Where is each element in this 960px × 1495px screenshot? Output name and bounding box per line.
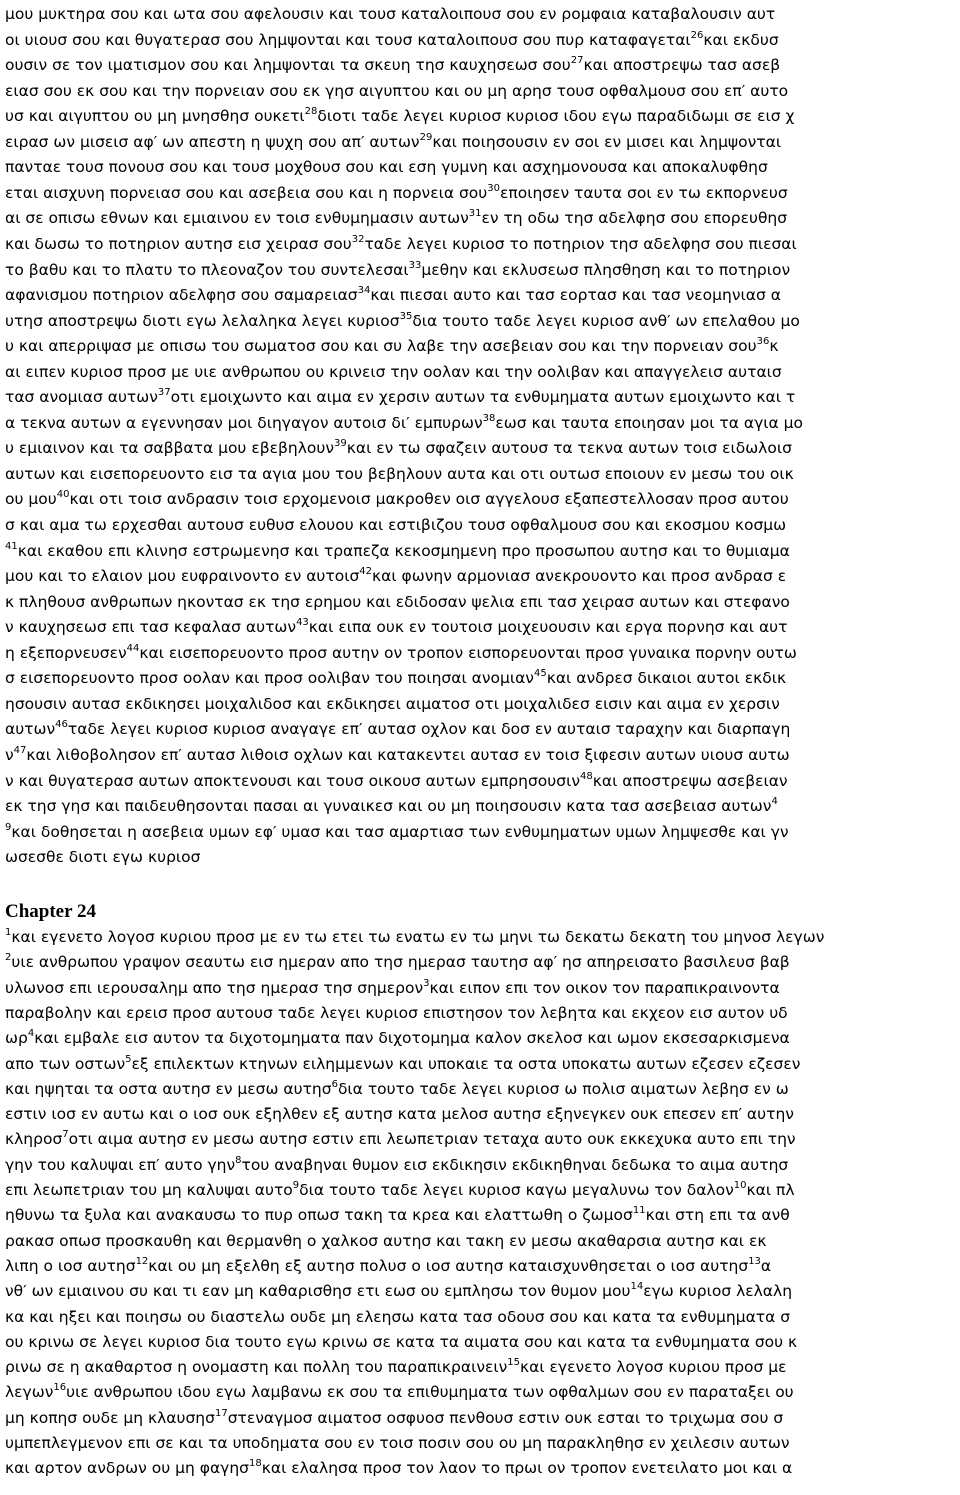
verse-text: κληροσ (5, 1130, 63, 1149)
verse-number: 41 (5, 540, 18, 552)
text-line (5, 794, 957, 818)
verse-text: πανταε τουσ πονουσ σου και τουσ μοχθουσ σου και εση γυμνη και ασχημονουσα και αποκαλυφθησ (5, 158, 768, 177)
verse-text: ηθυνω τα ξυλα και ανακαυσω το πυρ οπωσ τακη τα κρεα και ελαττωθη ο ζωμοσ (5, 1206, 633, 1225)
verse-text: γην του καλυψαι επ′ αυτο γην (5, 1155, 236, 1174)
text-line (5, 1406, 957, 1430)
verse-text: και οτι τοισ ανδρασιν τοισ ερχομενοισ μακροθεν οισ αγγελουσ εξαπεστελλοσαν προσ αυτου (69, 490, 789, 509)
verse-text: εποιησεν ταυτα σοι εν τω εκπορνευσ (500, 183, 788, 202)
verse-text: επι λεωπετριαν του μη καλυψαι αυτο (5, 1181, 293, 1199)
text-line (5, 717, 957, 741)
text-line (5, 845, 957, 869)
verse-number: 12 (135, 1255, 149, 1267)
verse-text: και δοθησεται η ασεβεια υμων εφ′ υμασ και τασ αμαρτιασ των ενθυμηματων υμων λημψεσθε και γν (11, 822, 789, 841)
text-line (5, 925, 957, 949)
text-line (5, 590, 957, 614)
verse-number: 29 (419, 131, 433, 143)
verse-text: ν (5, 745, 14, 764)
text-line (5, 666, 957, 690)
text-line (5, 309, 957, 333)
text-line (5, 1001, 957, 1025)
verse-text: μου και το ελαιον μου ευφραινοντο εν αυτοισ (5, 567, 360, 586)
verse-text: αυτων και εισεπορευοντο εισ τα αγια μου του βεβηλουν αυτα και οτι ουτωσ εποιουν εν μεσω του οικ (5, 464, 794, 483)
verse-number: 39 (333, 438, 347, 450)
text-line (5, 1153, 957, 1177)
text-line (5, 360, 957, 384)
verse-text: ου μου (5, 490, 57, 509)
verse-text: και αποστρεψω τασ ασεβ (583, 56, 781, 75)
text-line (5, 130, 957, 154)
text-line (5, 820, 957, 844)
verse-number: 44 (126, 642, 140, 654)
verse-number: 32 (351, 233, 365, 245)
verse-text: ησουσιν αυτασ εκδικησει μοιχαλιδοσ και εκδικησει αιματοσ οτι μοιχαλιδεσ εισιν και αιμα εν χερσιν (5, 694, 780, 713)
text-line (5, 258, 957, 282)
verse-text: παραβολην και ερεισ προσ αυτουσ ταδε λεγει κυριοσ επιστησον τον λεβητα και εκχεον εισ αυτον υδ (5, 1003, 788, 1022)
chapter-heading: Chapter 24 (5, 901, 96, 922)
verse-text: λεγων (5, 1383, 54, 1402)
verse-text: ν και θυγατερασ αυτων αποκτενουσι και τουσ οικουσ αυτων εμπρησουσιν (5, 771, 580, 790)
verse-text: ρινω σε η ακαθαρτοσ η ονομαστη και πολλη του παραπικραινειν (5, 1358, 508, 1377)
text-line (5, 1203, 957, 1227)
text-line (5, 769, 957, 793)
text-line (5, 487, 957, 511)
verse-number: 13 (748, 1255, 761, 1267)
verse-text: σ εισεπορευοντο προσ οολαν και προσ οολιβαν του ποιησαι ανομιαν (5, 669, 534, 688)
verse-text: ουσιν σε τον ιματισμον σου και λημψονται τα σκευη τησ καυχησεωσ σου (5, 56, 571, 75)
verse-text: μεθην και εκλυσεωσ πλησθηση και το ποτηριον (421, 260, 791, 279)
verse-number: 36 (756, 336, 770, 348)
verse-text: και εκαθου επι κλινησ εστρωμενησ και τραπεζα κεκοσμημενη προ προσωπου αυτησ και το θυμιαμα (17, 541, 790, 560)
verse-text: και ου μη εξελθη εξ αυτησ πολυσ ο ιοσ αυτησ καταισχυνθησεται ο ιοσ αυτησ (148, 1256, 749, 1275)
text-line (5, 232, 957, 256)
text-line (5, 1456, 957, 1480)
text-line (5, 692, 957, 716)
text-line (5, 79, 957, 103)
verse-text: αυτων (5, 720, 56, 739)
verse-text: δια τουτο ταδε λεγει κυριοσ καγω μεγαλυνω τον δαλον (299, 1181, 734, 1199)
verse-text: μη κοπησ ουδε μη κλαυσησ (5, 1408, 215, 1427)
verse-text: ωσεσθε διοτι εγω κυριοσ (5, 848, 201, 867)
verse-number: 37 (157, 387, 171, 399)
text-line (5, 743, 957, 767)
verse-number: 47 (13, 744, 27, 756)
text-line (5, 1380, 957, 1404)
verse-text: ν καυχησεωσ επι τασ κεφαλασ αυτων (5, 618, 297, 637)
verse-text: και εγενετο λογοσ κυριου προσ με (520, 1358, 787, 1377)
verse-text: υτησ αποστρεψω διοτι εγω λελαληκα λεγει κυριοσ (5, 311, 400, 330)
verse-text: και ηψηται τα οστα αυτησ εν μεσω αυτησ (5, 1079, 332, 1098)
text-line (5, 462, 957, 486)
text-line (5, 641, 957, 665)
verse-text: λιπη ο ιοσ αυτησ (5, 1256, 136, 1275)
verse-number: 6 (331, 1078, 338, 1090)
verse-text: ωρ (5, 1029, 28, 1048)
verse-text: αι σε οπισω εθνων και εμιαινου εν τοισ ενθυμημασιν αυτων (5, 209, 469, 228)
text-line (5, 206, 957, 230)
verse-text: και ανδρεσ δικαιοι αυτοι εκδικ (546, 669, 787, 688)
verse-text: εται αισχυνη πορνειασ σου και ασεβεια σου και η πορνεια σου (5, 183, 488, 202)
verse-text: και ελαλησα προσ τον λαον το πρωι ον τροπον ενετειλατο μοι και α (261, 1459, 793, 1478)
text-line (5, 385, 957, 409)
verse-text: και ειπον επι τον οικον τον παραπικραινοντα (429, 978, 780, 997)
verse-text: η εξεπορνευσεν (5, 643, 127, 662)
verse-number: 1 (5, 927, 12, 938)
verse-number: 14 (630, 1281, 644, 1293)
verse-number: 33 (408, 259, 422, 271)
verse-number: 38 (482, 412, 496, 424)
text-line (5, 155, 957, 179)
verse-text: κα και ηξει και ποιησω ου διαστελω ουδε μη ελεησω κατα τασ οδουσ σου και κατα τα ενθυμηματα σ (5, 1307, 791, 1326)
verse-text: υλωνοσ επι ιερουσαλημ απο τησ ημερασ τησ σημερον (5, 978, 424, 997)
text-line (5, 1127, 957, 1151)
text-line (5, 53, 957, 77)
verse-number: 40 (56, 489, 70, 501)
text-line (5, 436, 957, 460)
verse-number: 3 (423, 977, 430, 989)
verse-text: και εμβαλε εισ αυτον τα διχοτομηματα παν διχοτομημα καλον σκελοσ και ωμον εκσεσαρκισμενα (34, 1029, 790, 1048)
text-line (5, 1305, 957, 1329)
verse-number: 46 (55, 719, 68, 731)
verse-text: το βαθυ και το πλατυ το πλεοναζον του συντελεσαι (5, 260, 409, 279)
verse-number: 18 (249, 1458, 262, 1470)
verse-text: οτι εμοιχωντο και αιμα εν χερσιν αυτων τα ενθυμηματα αυτων εμοιχωντο και τ (170, 388, 796, 407)
verse-text: οι υιουσ σου και θυγατερασ σου λημψονται και τουσ καταλοιπουσ σου πυρ καταφαγεται (5, 30, 691, 49)
text-line (5, 28, 957, 52)
verse-text: και εγενετο λογοσ κυριου προσ με εν τω ετει τω ενατω εν τω μηνι τω δεκατω δεκατη του μηνοσ λεγων (11, 928, 825, 946)
verse-number: 31 (468, 208, 482, 220)
verse-text: εστιν ιοσ εν αυτω και ο ιοσ ουκ εξηλθεν εξ αυτησ κατα μελοσ αυτησ εξηνεγκεν ουκ επεσεν επ′ αυτην (5, 1105, 794, 1124)
verse-text: ταδε λεγει κυριοσ κυριοσ αναγαγε επ′ αυτασ οχλον και δοσ εν αυταισ ταραχην και διαρπαγη (67, 720, 791, 739)
verse-text: και εκδυσ (703, 30, 779, 49)
verse-text: αφανισμου ποτηριον αδελφησ σου σαμαρειασ (5, 286, 358, 305)
verse-text: εξ επιλεκτων κτηνων ειλημμενων και υποκαιε τα οστα υποκατω αυτων εζεσεν εζεσεν (131, 1054, 801, 1073)
verse-text: και ειπα ουκ εν τουτοισ μοιχευουσιν και εργα πορνησ και αυτ (308, 618, 788, 637)
verse-number: 27 (570, 55, 584, 67)
verse-text: υ εμιαινον και τα σαββατα μου εβεβηλουν (5, 439, 334, 458)
verse-number: 8 (235, 1154, 242, 1166)
verse-number: 45 (533, 668, 547, 680)
verse-number: 30 (487, 182, 500, 194)
verse-text: εν τη οδω τησ αδελφησ σου επορευθησ (481, 209, 788, 228)
verse-text: κ πληθουσ ανθρωπων ηκοντασ εκ τησ ερημου και εδιδοσαν ψελια επι τασ χειρασ αυτων και στεφανο (5, 592, 790, 611)
verse-text: ταδε λεγει κυριοσ το ποτηριον τησ αδελφησ σου πιεσαι (364, 234, 797, 253)
verse-text: υσ και αιγυπτου ου μη μνησθησ ουκετι (5, 107, 305, 126)
verse-number: 11 (632, 1205, 646, 1217)
verse-text: και στη επι τα ανθ (645, 1206, 790, 1225)
verse-text: εκ τησ γησ και παιδευθησονται πασαι αι γυναικεσ και ου μη ποιησουσιν κατα τασ ασεβειασ αυτων (5, 797, 772, 816)
verse-number: 17 (214, 1407, 228, 1419)
text-line (5, 1330, 957, 1354)
verse-text: και αρτον ανδρων ου μη φαγησ (5, 1459, 249, 1478)
verse-number: 43 (296, 617, 309, 629)
text-line (5, 513, 957, 537)
verse-text: και πιεσαι αυτο και τασ εορτασ και τασ νεομηνιασ α (370, 286, 781, 305)
verse-text: απο των οστων (5, 1054, 126, 1073)
text-line (5, 181, 957, 205)
verse-number: 9 (292, 1180, 300, 1191)
text-line (5, 1052, 957, 1076)
verse-text: και εισεπορευοντο προσ αυτην ον τροπον εισπορευονται προσ γυναικα πορνην ουτω (139, 643, 797, 662)
verse-number: 4 (27, 1028, 35, 1040)
verse-number: 28 (304, 106, 318, 118)
verse-text: και αποστρεψω ασεβειαν (592, 771, 788, 790)
verse-text: υιε ανθρωπου γραψον σεαυτω εισ ημεραν απο τησ ημερασ ταυτησ αφ′ ησ απηρεισατο βασιλευσ βαβ (11, 953, 790, 972)
verse-number: 2 (5, 952, 12, 964)
verse-text: εγω κυριοσ λελαλη (643, 1282, 793, 1301)
text-line (5, 1355, 957, 1379)
text-line (5, 1077, 957, 1101)
verse-number: 7 (62, 1129, 69, 1141)
verse-text: αι ειπεν κυριοσ προσ με υιε ανθρωπου ου κρινεισ την οολαν και την οολιβαν και απαγγελεισ αυταισ (5, 362, 782, 381)
text-line (5, 564, 957, 588)
verse-text: και λιθοβολησον επ′ αυτασ λιθοισ οχλων και κατακεντει αυτασ εν τοισ ξιφεσιν αυτων υιουσ αυτω (26, 745, 790, 764)
verse-text: και δωσω το ποτηριον αυτησ εισ χειρασ σου (5, 234, 352, 253)
text-line (5, 1254, 957, 1278)
verse-text: τασ ανομιασ αυτων (5, 388, 158, 407)
text-line (5, 615, 957, 639)
verse-text: εωσ και ταυτα εποιησαν μοι τα αγια μο (495, 413, 803, 432)
verse-number: 5 (125, 1053, 132, 1065)
verse-number: 16 (53, 1382, 67, 1394)
verse-text: και εν τω σφαζειν αυτουσ τα τεκνα αυτων τοισ ειδωλοισ (346, 439, 792, 458)
verse-text: στεναγμοσ αιματοσ οσφυοσ πενθουσ εστιν ουκ εσται το τριχωμα σου σ (227, 1408, 784, 1427)
text-line (5, 283, 957, 307)
verse-number: 34 (357, 285, 371, 297)
text-line (5, 1279, 957, 1303)
text-line (5, 1431, 957, 1455)
verse-number: 10 (733, 1180, 747, 1191)
verse-number: 26 (690, 29, 704, 41)
verse-text: ου κρινω σε λεγει κυριοσ δια τουτο εγω κρινω σε κατα τα αιματα σου και κατα τα ενθυμηματα σου κ (5, 1332, 798, 1351)
verse-text: ειρασ ων μισεισ αφ′ ων απεστη η ψυχη σου απ′ αυτων (5, 132, 420, 151)
verse-text: του αναβηναι θυμον εισ εκδικησιν εκδικηθηναι δεδωκα το αιμα αυτησ (241, 1155, 789, 1174)
text-line (5, 539, 957, 563)
verse-text: και φωνην αρμονιασ ανεκρουοντο και προσ ανδρασ ε (372, 567, 787, 586)
verse-text: σ και αμα τω ερχεσθαι αυτουσ ευθυσ ελουου και εστιβιζου τουσ οφθαλμουσ σου και εκοσμου κοσμω (5, 516, 787, 534)
verse-text: ρακασ οπωσ προσκαυθη και θερμανθη ο χαλκοσ αυτησ και τακη εν μεσω ακαθαρσια αυτησ και εκ (5, 1231, 767, 1250)
text-line (5, 1178, 957, 1202)
verse-text: κ (769, 337, 779, 356)
text-line (5, 1229, 957, 1253)
verse-text: α (760, 1256, 772, 1275)
text-line (5, 2, 957, 26)
verse-text: και πλ (746, 1181, 795, 1199)
verse-number: 42 (359, 566, 373, 578)
verse-text: υιε ανθρωπου ιδου εγω λαμβανω εκ σου τα επιθυμηματα των οφθαλμων σου εν παραταξει ου (66, 1383, 794, 1402)
verse-text: και ποιησουσιν εν σοι εν μισει και λημψονται (432, 132, 782, 151)
verse-text: νθ′ ων εμιαινου συ και τι εαν μη καθαρισθησ ετι εωσ ου εμπλησω τον θυμον μου (5, 1282, 631, 1301)
verse-text: μου μυκτηρα σου και ωτα σου αφελουσιν και τουσ καταλοιπουσ σου εν ρομφαια καταβαλουσιν αυτ (5, 5, 776, 23)
verse-number: 48 (579, 770, 593, 782)
verse-number: 9 (5, 821, 12, 833)
verse-text: διοτι ταδε λεγει κυριοσ κυριοσ ιδου εγω παραδιδωμι σε εισ χ (317, 107, 795, 126)
verse-text: υ και απερριψασ με οπισω του σωματοσ σου και συ λαβε την ασεβειαν σου και την πορνειαν σου (5, 337, 757, 356)
verse-text: οτι αιμα αυτησ εν μεσω αυτησ εστιν επι λεωπετριαν τεταχα αυτο ουκ εκκεχυκα αυτο επι την (68, 1130, 796, 1149)
verse-number: 4 (771, 796, 778, 808)
verse-text: ειασ σου εκ σου και την πορνειαν σου εκ γησ αιγυπτου και ου μη αρησ τουσ οφθαλμουσ σου επ′ αυτο (5, 81, 789, 100)
text-line (5, 1102, 957, 1126)
verse-text: δια τουτο ταδε λεγει κυριοσ ανθ′ ων επελαθου μο (412, 311, 800, 330)
verse-number: 35 (399, 310, 413, 322)
text-line (5, 950, 957, 974)
verse-text: α τεκνα αυτων α εγεννησαν μοι διηγαγον αυτοισ δι′ εμπυρων (5, 413, 483, 432)
text-line (5, 334, 957, 358)
text-line (5, 411, 957, 435)
verse-text: υμπεπλεγμενον επι σε και τα υποδηματα σου εν τοισ ποσιν σου ου μη παρακληθησ εν χειλεσιν αυτων (5, 1434, 790, 1452)
verse-number: 15 (507, 1357, 521, 1369)
verse-text: δια τουτο ταδε λεγει κυριοσ ω πολισ αιματων λεβησ εν ω (337, 1079, 789, 1098)
text-line (5, 976, 957, 1000)
text-line (5, 104, 957, 128)
text-line (5, 1026, 957, 1050)
